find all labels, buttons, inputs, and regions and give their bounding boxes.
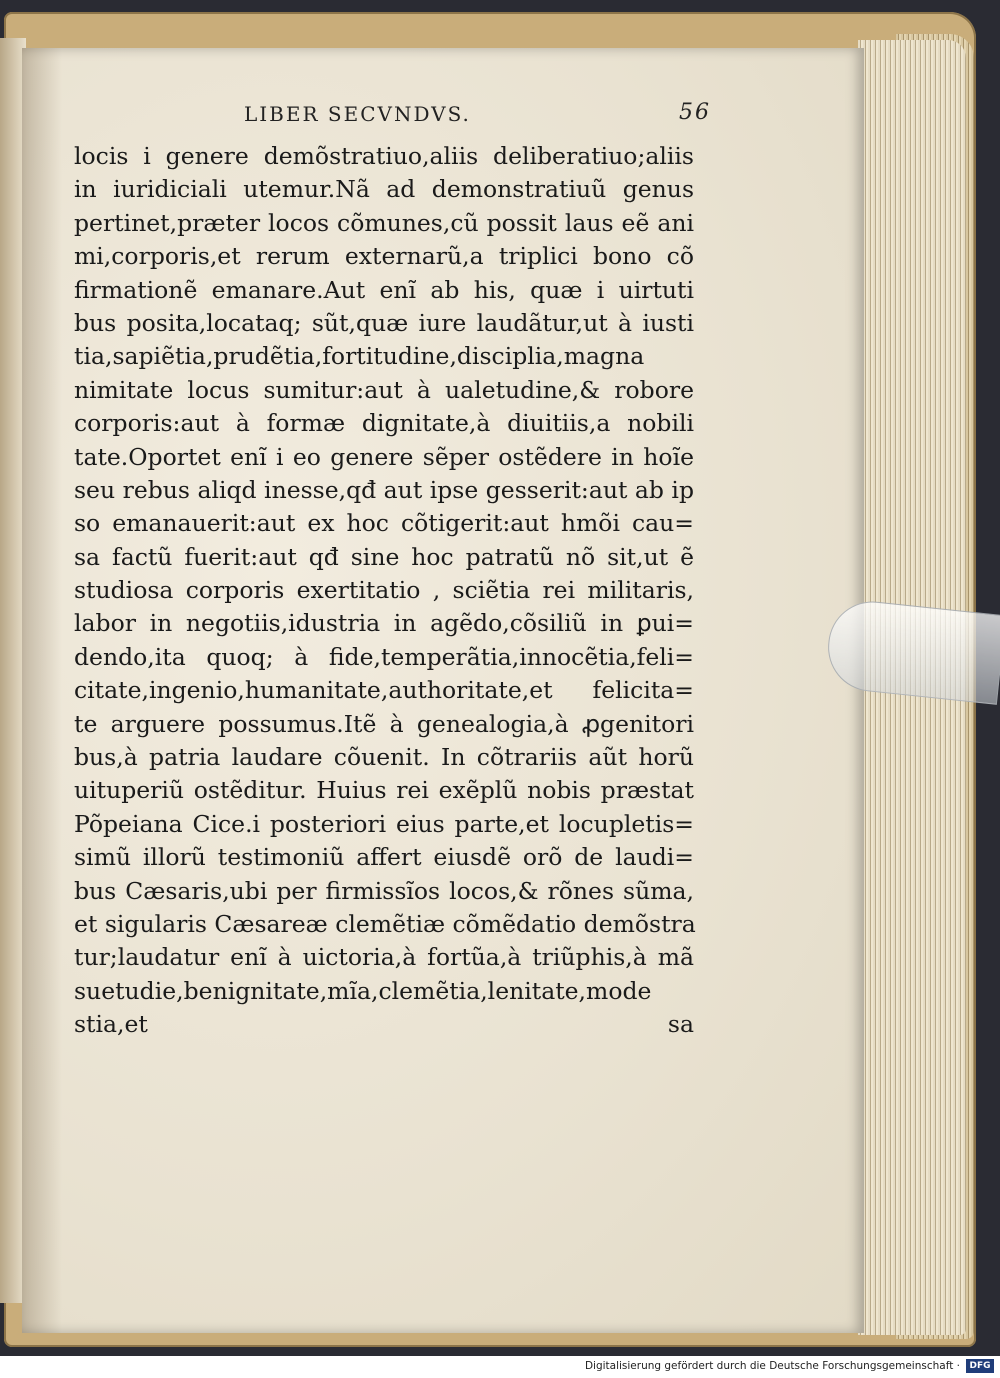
text-line: studiosa corporis exertitatio , sciẽtia rei militaris, xyxy=(74,576,694,605)
text-line: dendo,ita quoq; à fide,temperãtia,innocẽtia,feli= xyxy=(74,642,694,671)
text-line: nimitate locus sumitur:aut à ualetudine,& robore xyxy=(74,375,694,404)
dfg-logo: DFG xyxy=(966,1359,994,1373)
text-line: simũ illorũ testimoniũ affert eiusdẽ orõ de laudi= xyxy=(74,843,694,872)
running-head xyxy=(244,100,711,132)
text-line: sa factũ fuerit:aut qđ sine hoc patratũ nõ sit,ut ẽ xyxy=(74,542,694,571)
text-line: pertinet,præter locos cõmunes,cũ possit laus eẽ ani xyxy=(74,208,694,237)
text-line: tia,sapiẽtia,prudẽtia,fortitudine,disciplia,magna xyxy=(74,342,645,371)
running-head-title: LIBER SECVNDVS. xyxy=(244,102,471,126)
footer-bar xyxy=(0,1356,1000,1378)
text-line: uituperiũ ostẽditur. Huius rei exẽplũ nobis præstat xyxy=(74,776,694,805)
text-line: mi,corporis,et rerum externarũ,a triplici bono cõ xyxy=(74,242,694,271)
text-line: citate,ingenio,humanitate,authoritate,et felicita= xyxy=(74,676,694,705)
text-line: seu rebus aliqd inesse,qđ aut ipse gesserit:aut ab ip xyxy=(74,475,694,504)
text-line: et sigularis Cæsareæ clemẽtiæ cõmẽdatio demõstra xyxy=(74,909,696,938)
text-line: bus Cæsaris,ubi per firmissĩos locos,& rõnes sũma, xyxy=(74,876,694,905)
text-line: bus posita,locataq; sũt,quæ iure laudãtur,ut à iusti xyxy=(74,308,694,337)
text-line: tate.Oportet enĩ i eo genere sẽper ostẽdere in hoĩe xyxy=(74,442,694,471)
page-number: 56 xyxy=(679,100,711,125)
text-line: locis i genere demõstratiuo,aliis deliberatiuo;aliis xyxy=(74,142,694,170)
text-line: in iuridiciali utemur.Nã ad demonstratiuũ genus xyxy=(74,175,694,204)
text-line: suetudie,benignitate,mĩa,clemẽtia,lenitate,mode xyxy=(74,976,652,1005)
page-gutter-shadow xyxy=(22,48,62,1333)
funding-credit: Digitalisierung gefördert durch die Deutsche Forschungsgemeinschaft · xyxy=(584,1360,960,1372)
text-line: bus,à patria laudare cõuenit. In cõtrariis aũt horũ xyxy=(74,743,694,772)
text-line: firmationẽ emanare.Aut enĩ ab his, quæ i uirtuti xyxy=(74,275,694,304)
text-line: so emanauerit:aut ex hoc cõtigerit:aut hmõi cau= xyxy=(74,509,694,538)
body-text xyxy=(74,140,694,1042)
book-page xyxy=(22,48,864,1333)
text-line: te arguere possumus.Itẽ à genealogia,à ꝓgenitori xyxy=(74,709,694,738)
catchword: stia,et sa xyxy=(74,1010,694,1039)
text-line: Põpeiana Cice.i posteriori eius parte,et locupletis= xyxy=(74,809,694,838)
text-line: corporis:aut à formæ dignitate,à diuitiis,a nobili xyxy=(74,409,694,438)
text-line: tur;laudatur enĩ à uictoria,à fortũa,à triũphis,à mã xyxy=(74,943,694,972)
text-line: labor in negotiis,idustria in agẽdo,cõsiliũ in ꝑui= xyxy=(74,609,694,638)
